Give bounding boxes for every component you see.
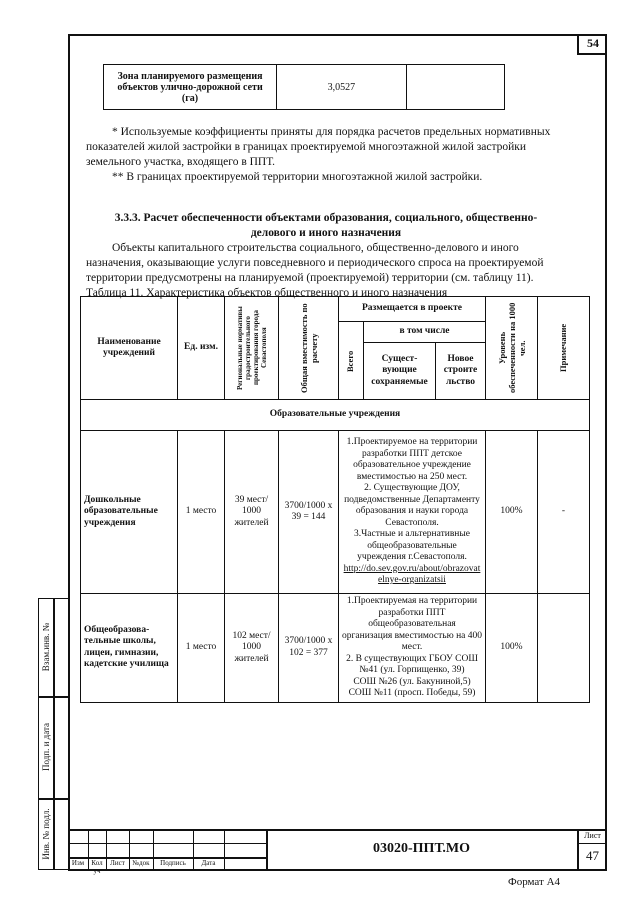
document-code: 03020-ППТ.МО — [373, 841, 470, 856]
header-placed: Размещается в проекте — [339, 297, 486, 322]
header-capacity: Общая вместимость по расчету — [298, 303, 319, 393]
side-label-vzam: Взам.инв. № — [41, 622, 51, 672]
section-body: Объекты капитального строительства социального, общественно-делового и иного назначения, оказывающие услуги повседневного и периодического спроса на проектируемой территории предусмотрены на планируемой (проектируемой) территории (см. таблицу 11). — [86, 242, 544, 284]
header-new: Новое строите льство — [436, 343, 486, 400]
row-level: 100% — [486, 594, 538, 703]
header-total-cell — [339, 322, 364, 400]
side-label-inv: Инв. № подл. — [41, 808, 51, 860]
facilities-table — [80, 296, 590, 703]
side-label-podp: Подп. и дата — [41, 722, 51, 772]
header-note-cell — [538, 297, 590, 400]
row-note: - — [538, 431, 590, 594]
stamp-label: Кол уч — [91, 859, 103, 875]
row-description — [339, 594, 486, 703]
header-name: Наименование учреждений — [81, 297, 178, 400]
row-desc-item: 2. Существующие ДОУ, подведомственные Департаменту образования и науки города Севастополя. — [344, 483, 480, 528]
row-desc-item: СОШ №26 (ул. Бакуниной,5) — [353, 676, 471, 687]
row-unit: 1 место — [178, 594, 225, 703]
table-row — [81, 431, 590, 594]
header-capacity-cell — [279, 297, 339, 400]
top-table-extra — [406, 65, 504, 110]
header-existing: Сущест-вующие сохраняемые — [364, 343, 436, 400]
stamp-label: Лист — [110, 859, 125, 867]
row-desc-item: СОШ №11 (просп. Победы, 59) — [348, 688, 476, 698]
notes-block — [86, 125, 566, 185]
row-name: Общеобразова-тельные школы, лицеи, гимназии, кадетские училища — [81, 594, 178, 703]
note-2: ** В границах проектируемой территории многоэтажной жилой застройки. — [112, 171, 483, 183]
group-title: Образовательные учреждения — [81, 400, 590, 431]
stamp-grid-line — [68, 843, 266, 844]
row-description — [339, 431, 486, 594]
row-desc-item: 1.Проектируемое на территории разработки ППТ детское образовательное учреждение вместимостью на 250 мест. — [346, 437, 478, 482]
row-desc-link[interactable]: http://do.sev.gov.ru/about/obrazovatelnye-organizatsii — [343, 563, 481, 586]
stamp-label: №док — [132, 859, 150, 867]
sheet-label: Лист — [584, 831, 601, 840]
section-heading-line2: делового и иного назначения — [250, 227, 402, 239]
table-caption: Таблица 11. Характеристика объектов общественного и иного назначения — [86, 287, 448, 299]
stamp-grid-line — [224, 829, 225, 871]
header-level: Уровень обеспеченности на 1000 чел. — [496, 302, 527, 394]
format-label: Формат А4 — [508, 876, 561, 888]
sheet-number: 47 — [586, 848, 599, 863]
row-name: Дошкольные образовательные учреждения — [81, 431, 178, 594]
header-total: Всего — [345, 349, 356, 372]
stamp-label: Дата — [201, 859, 216, 867]
note-1: * Используемые коэффициенты приняты для порядка расчетов предельных нормативных показателей жилой застройки в границах проектируемой многоэтажной жилой застройки земельного участка, входящего в ППТ. — [86, 126, 551, 168]
header-row — [81, 297, 590, 322]
side-stamp-vzam — [38, 598, 54, 696]
header-unit: Ед. изм. — [178, 297, 225, 400]
row-norm: 102 мест/ 1000 жителей — [225, 594, 279, 703]
top-summary-table — [103, 64, 505, 110]
row-desc-item: 2. В существующих ГБОУ СОШ №41 (ул. Горпищенко, 39) — [346, 653, 478, 675]
top-table-label: Зона планируемого размещения объектов улично-дорожной сети (га) — [104, 65, 277, 110]
row-unit: 1 место — [178, 431, 225, 594]
group-row — [81, 400, 590, 431]
header-norms-cell — [225, 297, 279, 400]
table-row — [81, 594, 590, 703]
top-table-value: 3,0527 — [277, 65, 407, 110]
row-level: 100% — [486, 431, 538, 594]
side-stamp-inner — [54, 598, 69, 870]
table-row — [104, 65, 505, 110]
stamp-label: Изм — [71, 859, 85, 867]
row-desc-item: 1.Проектируемая на территории разработки ППТ общеобразовательная организация вместимостью на 400 мест. — [342, 596, 482, 652]
row-note — [538, 594, 590, 703]
section-heading-line1: 3.3.3. Расчет обеспеченности объектами образования, социального, общественно- — [114, 212, 538, 224]
page-number-top: 54 — [577, 34, 607, 55]
row-capacity: 3700/1000 х 102 = 377 — [279, 594, 339, 703]
row-norm: 39 мест/ 1000 жителей — [225, 431, 279, 594]
section-block — [86, 211, 566, 301]
stamp-grid-line — [577, 843, 607, 844]
side-stamp-podp — [38, 696, 54, 798]
header-level-cell — [486, 297, 538, 400]
header-note: Примечание — [557, 323, 568, 373]
row-desc-item: 3.Частные и альтернативные общеобразовательные учреждения г.Севастополя. — [354, 529, 470, 563]
header-including: в том числе — [364, 322, 486, 343]
side-stamp-inv — [38, 798, 54, 870]
row-capacity: 3700/1000 х 39 = 144 — [279, 431, 339, 594]
stamp-label: Подпись — [160, 859, 186, 867]
header-norms: Региональные нормативы градостроительного проектирования города Севастополя — [235, 306, 268, 390]
